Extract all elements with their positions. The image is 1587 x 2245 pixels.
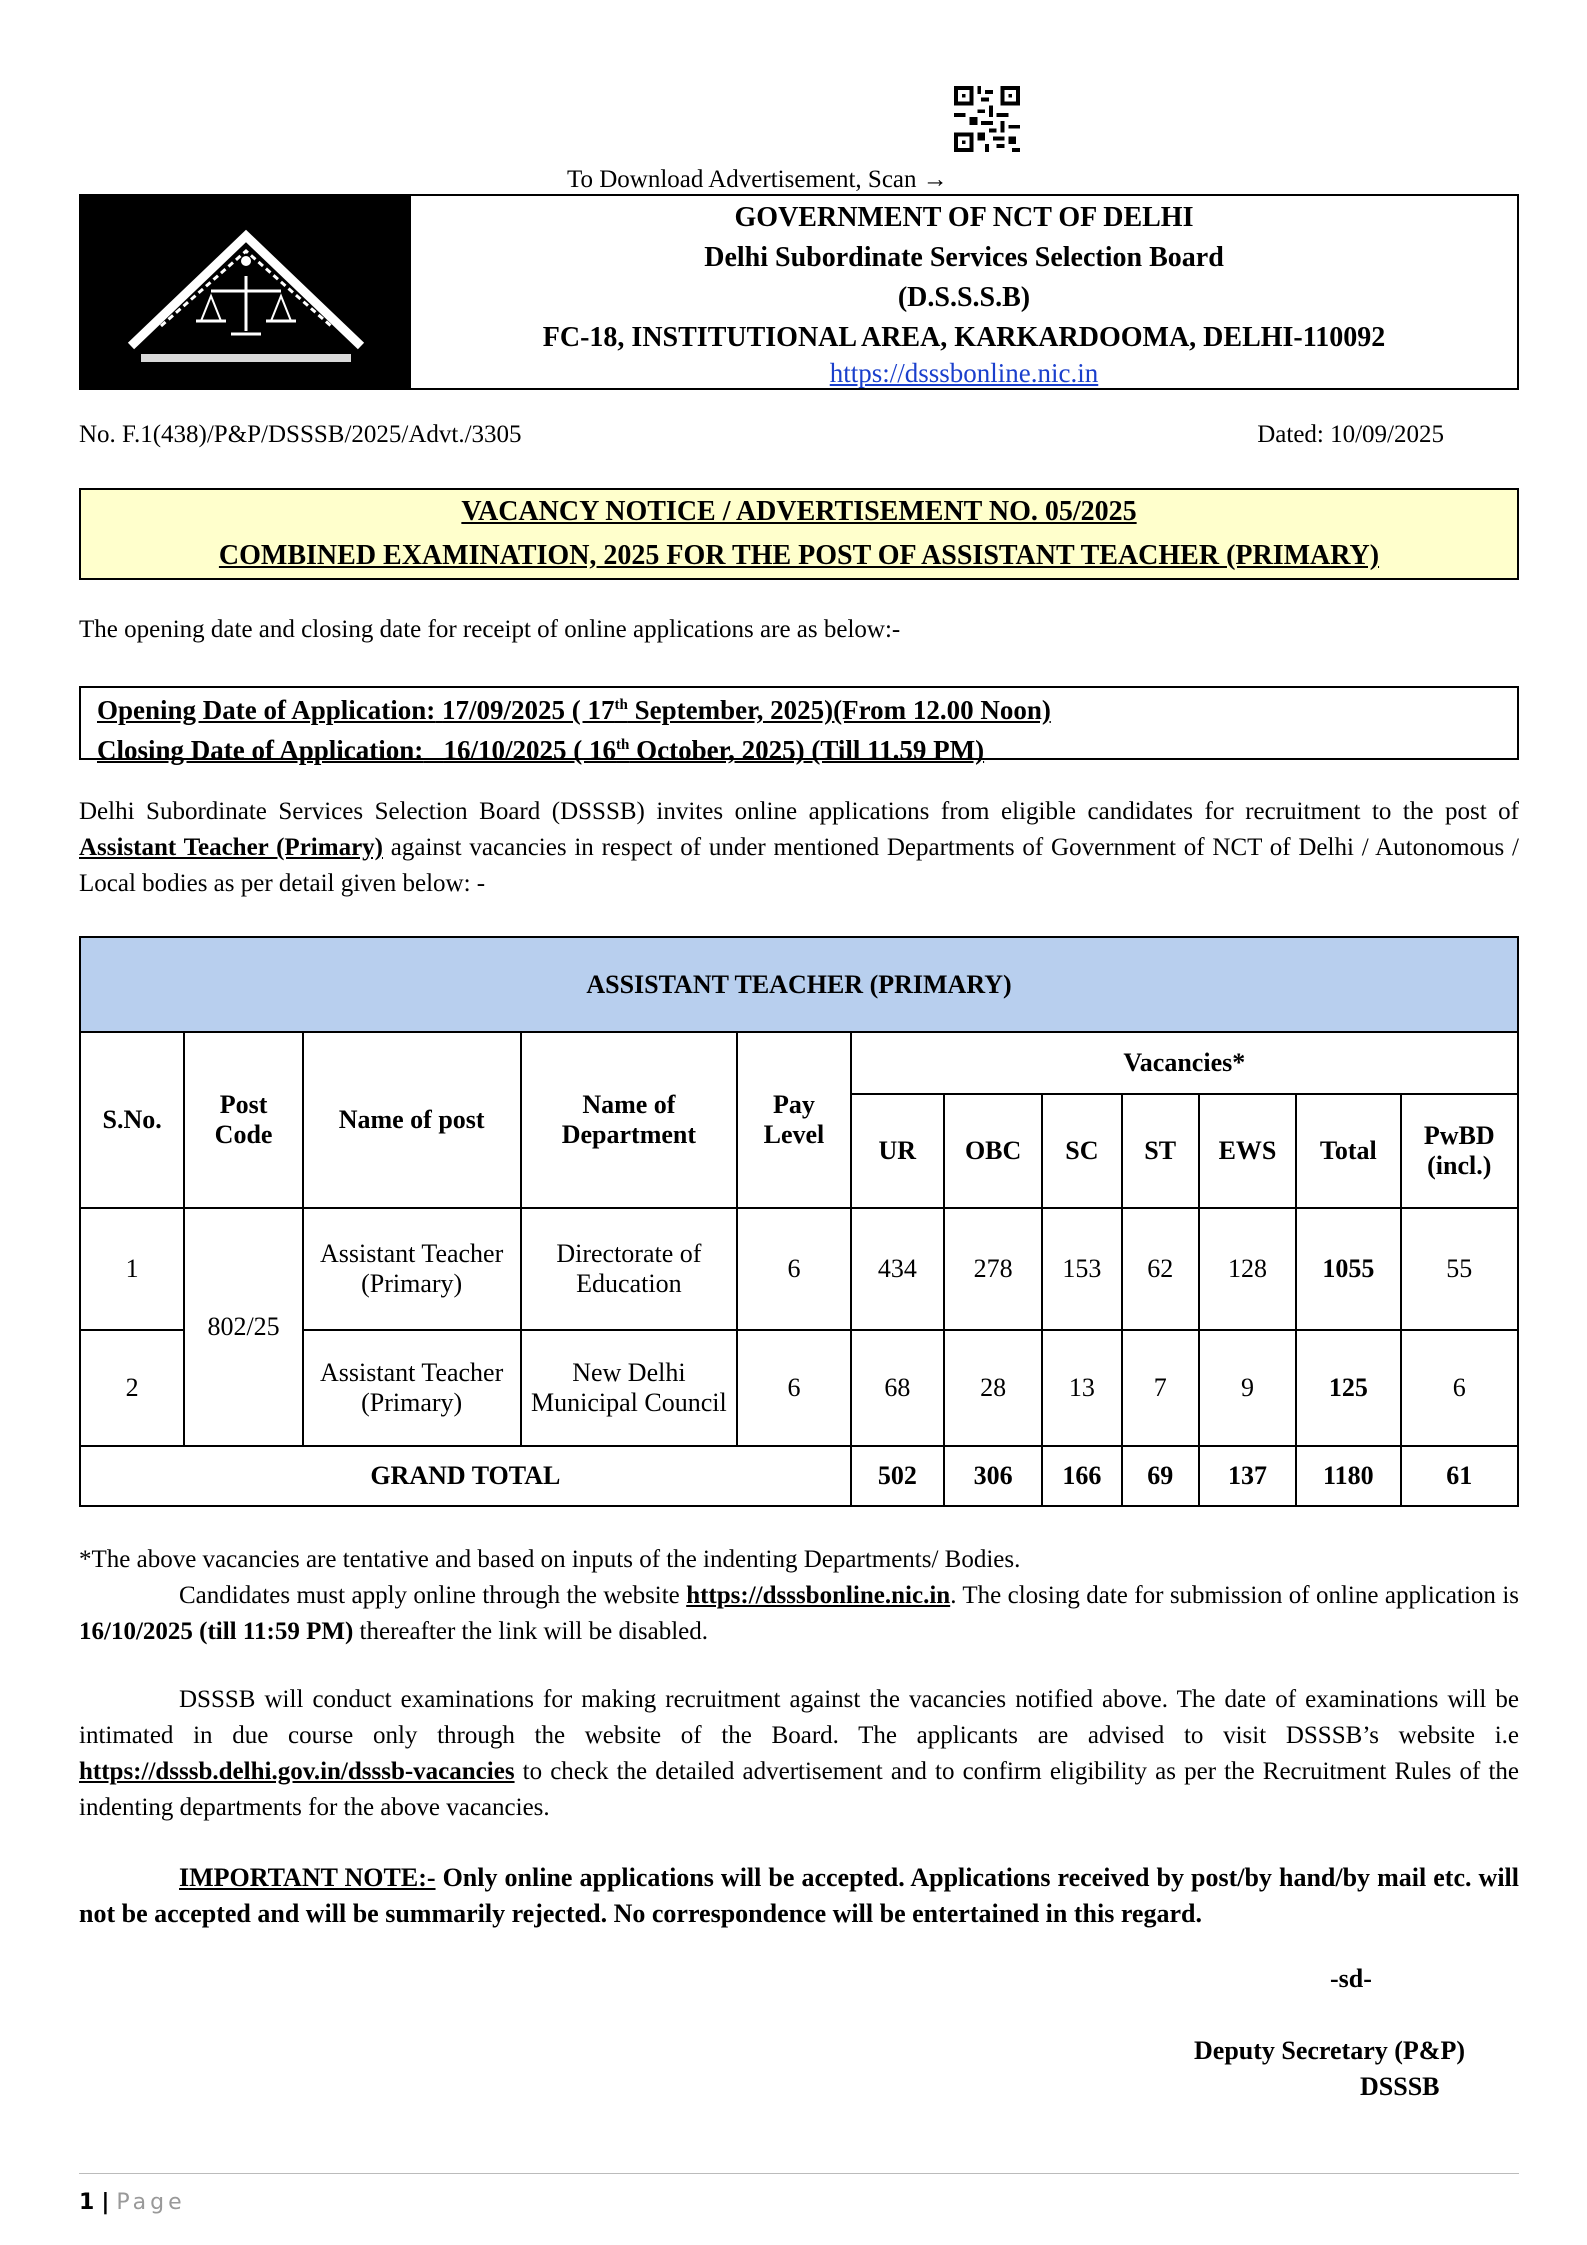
vacancy-table xyxy=(79,936,1519,1507)
board-name: Delhi Subordinate Services Selection Board xyxy=(704,242,1224,273)
col-vacancies: Vacancies* xyxy=(851,1032,1518,1094)
col-total: Total xyxy=(1296,1094,1400,1208)
col-sc: SC xyxy=(1042,1094,1121,1208)
reference-number: No. F.1(438)/P&P/DSSSB/2025/Advt./3305 xyxy=(79,421,522,448)
col-ews: EWS xyxy=(1199,1094,1296,1208)
notice-subtitle: COMBINED EXAMINATION, 2025 FOR THE POST OF ASSISTANT TEACHER (PRIMARY) xyxy=(218,540,1380,571)
col-pay-level: Pay Level xyxy=(737,1032,850,1208)
signature-sd: -sd- xyxy=(1330,1964,1372,1993)
board-address: FC-18, INSTITUTIONAL AREA, KARKARDOOMA, DELHI-110092 xyxy=(542,322,1386,353)
col-department: Name of Department xyxy=(521,1032,738,1208)
col-obc: OBC xyxy=(944,1094,1042,1208)
scan-instruction: To Download Advertisement, Scan → xyxy=(0,128,1587,194)
col-name-of-post: Name of post xyxy=(303,1032,521,1208)
signatory-designation: Deputy Secretary (P&P) xyxy=(1194,2036,1465,2065)
notice-title: VACANCY NOTICE / ADVERTISEMENT NO. 05/2025 xyxy=(461,496,1137,527)
qr-code-icon[interactable] xyxy=(954,86,1020,152)
post-name: Assistant Teacher (Primary) xyxy=(79,834,383,861)
col-st: ST xyxy=(1122,1094,1199,1208)
col-post-code: Post Code xyxy=(184,1032,302,1208)
apply-link[interactable]: https://dsssbonline.nic.in xyxy=(686,1582,951,1609)
table-title: ASSISTANT TEACHER (PRIMARY) xyxy=(80,937,1518,1032)
vacancies-link[interactable]: https://dsssb.delhi.gov.in/dsssb-vacancies xyxy=(79,1758,515,1785)
vacancy-footnote: *The above vacancies are tentative and based on inputs of the indenting Departments/ Bodies. xyxy=(79,1546,1021,1573)
post-code-cell: 802/25 xyxy=(184,1208,302,1446)
footer-divider xyxy=(79,2173,1519,2174)
important-note: IMPORTANT NOTE:- Only online applications will be accepted. Applications received by post/by hand/by mail etc. will not be accepted and will be summarily rejected. No correspondence will be entertained in this regard. xyxy=(79,1863,1519,1928)
opening-date: Opening Date of Application: 17/09/2025 ( 17th September, 2025)(From 12.00 Noon) xyxy=(97,695,1051,725)
application-dates-box xyxy=(79,686,1519,765)
page-number: 1 | Page xyxy=(79,2190,186,2215)
closing-date-inline: 16/10/2025 (till 11:59 PM) xyxy=(79,1618,354,1645)
exam-paragraph: DSSSB will conduct examinations for making recruitment against the vacancies notified above. The date of examinations will be intimated in due course only through the website of the Board. The applicants are advised to visit DSSSB’s website i.e https://dsssb.delhi.gov.in/dsssb-vacancies to check the detailed advertisement and to confirm eligibility as per the Recruitment Rules of the indenting departments for the above vacancies. xyxy=(79,1686,1519,1821)
col-sno: S.No. xyxy=(80,1032,184,1208)
col-pwbd: PwBD (incl.) xyxy=(1401,1094,1518,1208)
reference-line xyxy=(79,421,1519,449)
table-row: 2 Assistant Teacher (Primary) New Delhi Municipal Council 6 68 28 13 7 9 125 6 xyxy=(80,1330,1518,1446)
apply-paragraph: Candidates must apply online through the website https://dsssbonline.nic.in. The closing date for submission of online application is 16/10/2025 (till 11:59 PM) thereafter the link will be disabled. xyxy=(79,1582,1519,1645)
govt-name: GOVERNMENT OF NCT OF DELHI xyxy=(734,202,1194,233)
table-row: 1 802/25 Assistant Teacher (Primary) Directorate of Education 6 434 278 153 62 128 1055 55 xyxy=(80,1208,1518,1330)
closing-date: Closing Date of Application: 16/10/2025 ( 16th October, 2025) (Till 11.59 PM) xyxy=(97,735,985,765)
dates-intro: The opening date and closing date for receipt of online applications are as below:- xyxy=(79,616,901,643)
grand-total-row: GRAND TOTAL 502 306 166 69 137 1180 61 xyxy=(80,1446,1518,1506)
signatory-org: DSSSB xyxy=(1360,2072,1440,2101)
board-abbr: (D.S.S.S.B) xyxy=(897,282,1031,313)
dsssb-logo xyxy=(81,196,411,388)
notice-title-box xyxy=(79,488,1519,580)
letterhead xyxy=(79,194,1519,390)
scales-of-justice-icon xyxy=(81,196,411,388)
date-of-issue: Dated: 10/09/2025 xyxy=(1257,421,1444,448)
dsssb-online-link[interactable]: https://dsssbonline.nic.in xyxy=(829,358,1099,388)
invitation-paragraph: Delhi Subordinate Services Selection Board (DSSSB) invites online applications from eligible candidates for recruitment to the post of Assistant Teacher (Primary) against vacancies in respect of under mentioned Departments of Government of NCT of Delhi / Autonomous / Local bodies as per detail given below: - xyxy=(79,798,1519,897)
col-ur: UR xyxy=(851,1094,944,1208)
letterhead-text xyxy=(411,196,1517,390)
important-note-label: IMPORTANT NOTE:- xyxy=(179,1863,436,1892)
